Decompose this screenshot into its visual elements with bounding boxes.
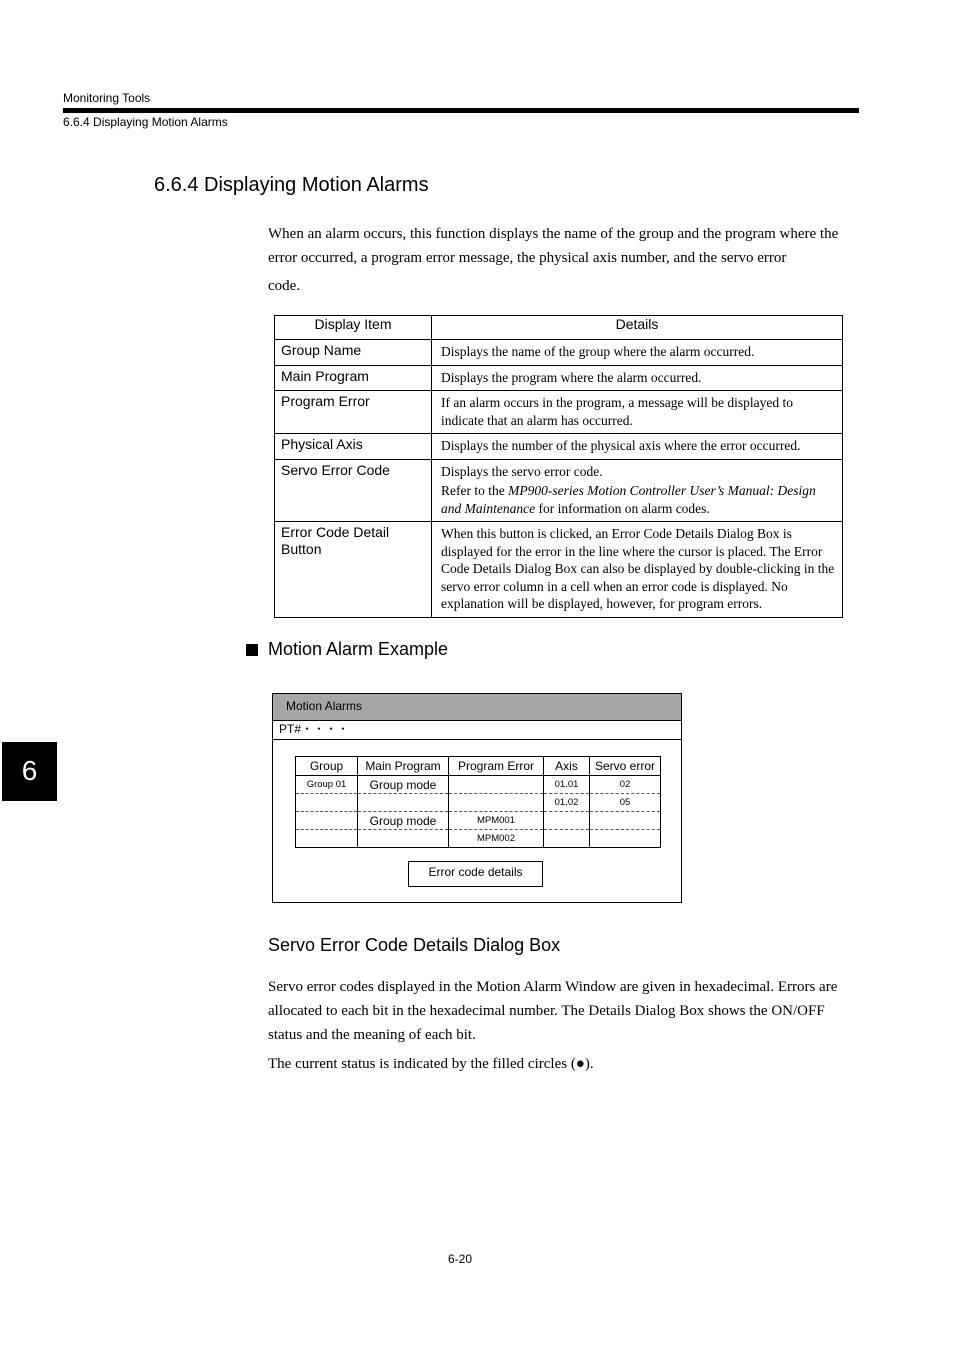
program-error-cell[interactable]: MPM002 (449, 830, 544, 848)
table-header-row (275, 316, 843, 340)
item-cell: Physical Axis (275, 434, 432, 460)
example-heading (246, 639, 448, 660)
column-header-display-item: Display Item (275, 316, 432, 340)
manual-title: MP900-series Motion Controller User’s Manual: Design and Maintenance (441, 483, 816, 516)
servo-error-cell[interactable]: 05 (590, 794, 661, 812)
axis-cell[interactable] (544, 812, 590, 830)
motion-alarms-window (272, 693, 682, 903)
item-cell: Error Code Detail Button (275, 522, 432, 618)
item-cell: Servo Error Code (275, 459, 432, 522)
main-program-cell[interactable] (358, 794, 449, 812)
pt-label: PT#・・・・ (273, 721, 681, 740)
servo-paragraph-2: The current status is indicated by the filled circles (●). (268, 1056, 594, 1072)
group-cell[interactable] (296, 830, 358, 848)
servo-error-cell[interactable] (590, 830, 661, 848)
axis-cell[interactable]: 01.02 (544, 794, 590, 812)
example-title: Motion Alarm Example (268, 639, 449, 659)
header-rule (63, 108, 859, 113)
table-row (275, 522, 843, 618)
window-title-bar: Motion Alarms (273, 694, 681, 721)
group-cell[interactable] (296, 812, 358, 830)
column-axis[interactable]: Axis (544, 757, 590, 776)
item-cell: Main Program (275, 365, 432, 391)
item-cell: Program Error (275, 391, 432, 434)
column-group[interactable]: Group (296, 757, 358, 776)
table-row[interactable] (296, 830, 661, 848)
main-program-cell[interactable] (358, 830, 449, 848)
intro-last-word: code. (268, 278, 301, 294)
running-header-section: 6.6.4 Displaying Motion Alarms (63, 115, 228, 129)
chapter-tab: 6 (2, 742, 57, 801)
group-cell[interactable] (296, 794, 358, 812)
table-row (275, 434, 843, 460)
axis-cell[interactable] (544, 830, 590, 848)
details-cell (432, 459, 843, 522)
main-program-cell[interactable]: Group mode (358, 776, 449, 794)
item-cell: Group Name (275, 340, 432, 366)
error-code-details-button[interactable]: Error code details (408, 861, 543, 887)
details-cell: Displays the name of the group where the alarm occurred. (432, 340, 843, 366)
details-cell: Displays the number of the physical axis where the error occurred. (432, 434, 843, 460)
axis-cell[interactable]: 01.01 (544, 776, 590, 794)
table-row[interactable] (296, 794, 661, 812)
details-cell: When this button is clicked, an Error Code Details Dialog Box is displayed for the error in the line where the cursor is placed. The Error Code Details Dialog Box can also be displayed by double-clicking in the servo error column in a cell when an error code is displayed. No explanation will be displayed, however, for program errors. (432, 522, 843, 618)
grid-header-row (296, 757, 661, 776)
program-error-cell[interactable] (449, 776, 544, 794)
group-cell[interactable]: Group 01 (296, 776, 358, 794)
table-row (275, 391, 843, 434)
table-row (275, 459, 843, 522)
details-cell: Displays the program where the alarm occurred. (432, 365, 843, 391)
ref-suffix: for information on alarm codes. (535, 500, 710, 516)
column-servo-error[interactable]: Servo error (590, 757, 661, 776)
ref-prefix: Refer to the (441, 483, 509, 498)
program-error-cell[interactable]: MPM001 (449, 812, 544, 830)
column-header-details: Details (432, 316, 843, 340)
intro-paragraph (268, 222, 858, 298)
program-error-cell[interactable] (449, 794, 544, 812)
alarm-grid (295, 756, 661, 848)
servo-paragraph-1: Servo error codes displayed in the Motion Alarm Window are given in hexadecimal. Errors are allocated to each bit in the hexadecimal number. The Details Dialog Box shows the ON/OFF status and the meaning of each bit. (268, 979, 838, 1043)
intro-text: When an alarm occurs, this function displays the name of the group and the program where the error occurred, a program error message, the physical axis number, and the servo error (268, 226, 839, 266)
table-row[interactable] (296, 776, 661, 794)
section-title: 6.6.4 Displaying Motion Alarms (154, 174, 429, 196)
table-row[interactable] (296, 812, 661, 830)
details-text: Displays the servo error code. (441, 463, 603, 479)
manual-reference (441, 482, 838, 517)
servo-error-cell[interactable]: 02 (590, 776, 661, 794)
main-program-cell[interactable]: Group mode (358, 812, 449, 830)
table-row (275, 340, 843, 366)
column-main-program[interactable]: Main Program (358, 757, 449, 776)
page-number: 6-20 (448, 1252, 473, 1266)
square-bullet-icon (246, 644, 258, 656)
table-row (275, 365, 843, 391)
running-header-chapter: Monitoring Tools (63, 91, 151, 105)
display-items-table (274, 315, 843, 618)
servo-error-cell[interactable] (590, 812, 661, 830)
details-cell: If an alarm occurs in the program, a message will be displayed to indicate that an alarm has occurred. (432, 391, 843, 434)
servo-section-title: Servo Error Code Details Dialog Box (268, 935, 561, 955)
column-program-error[interactable]: Program Error (449, 757, 544, 776)
